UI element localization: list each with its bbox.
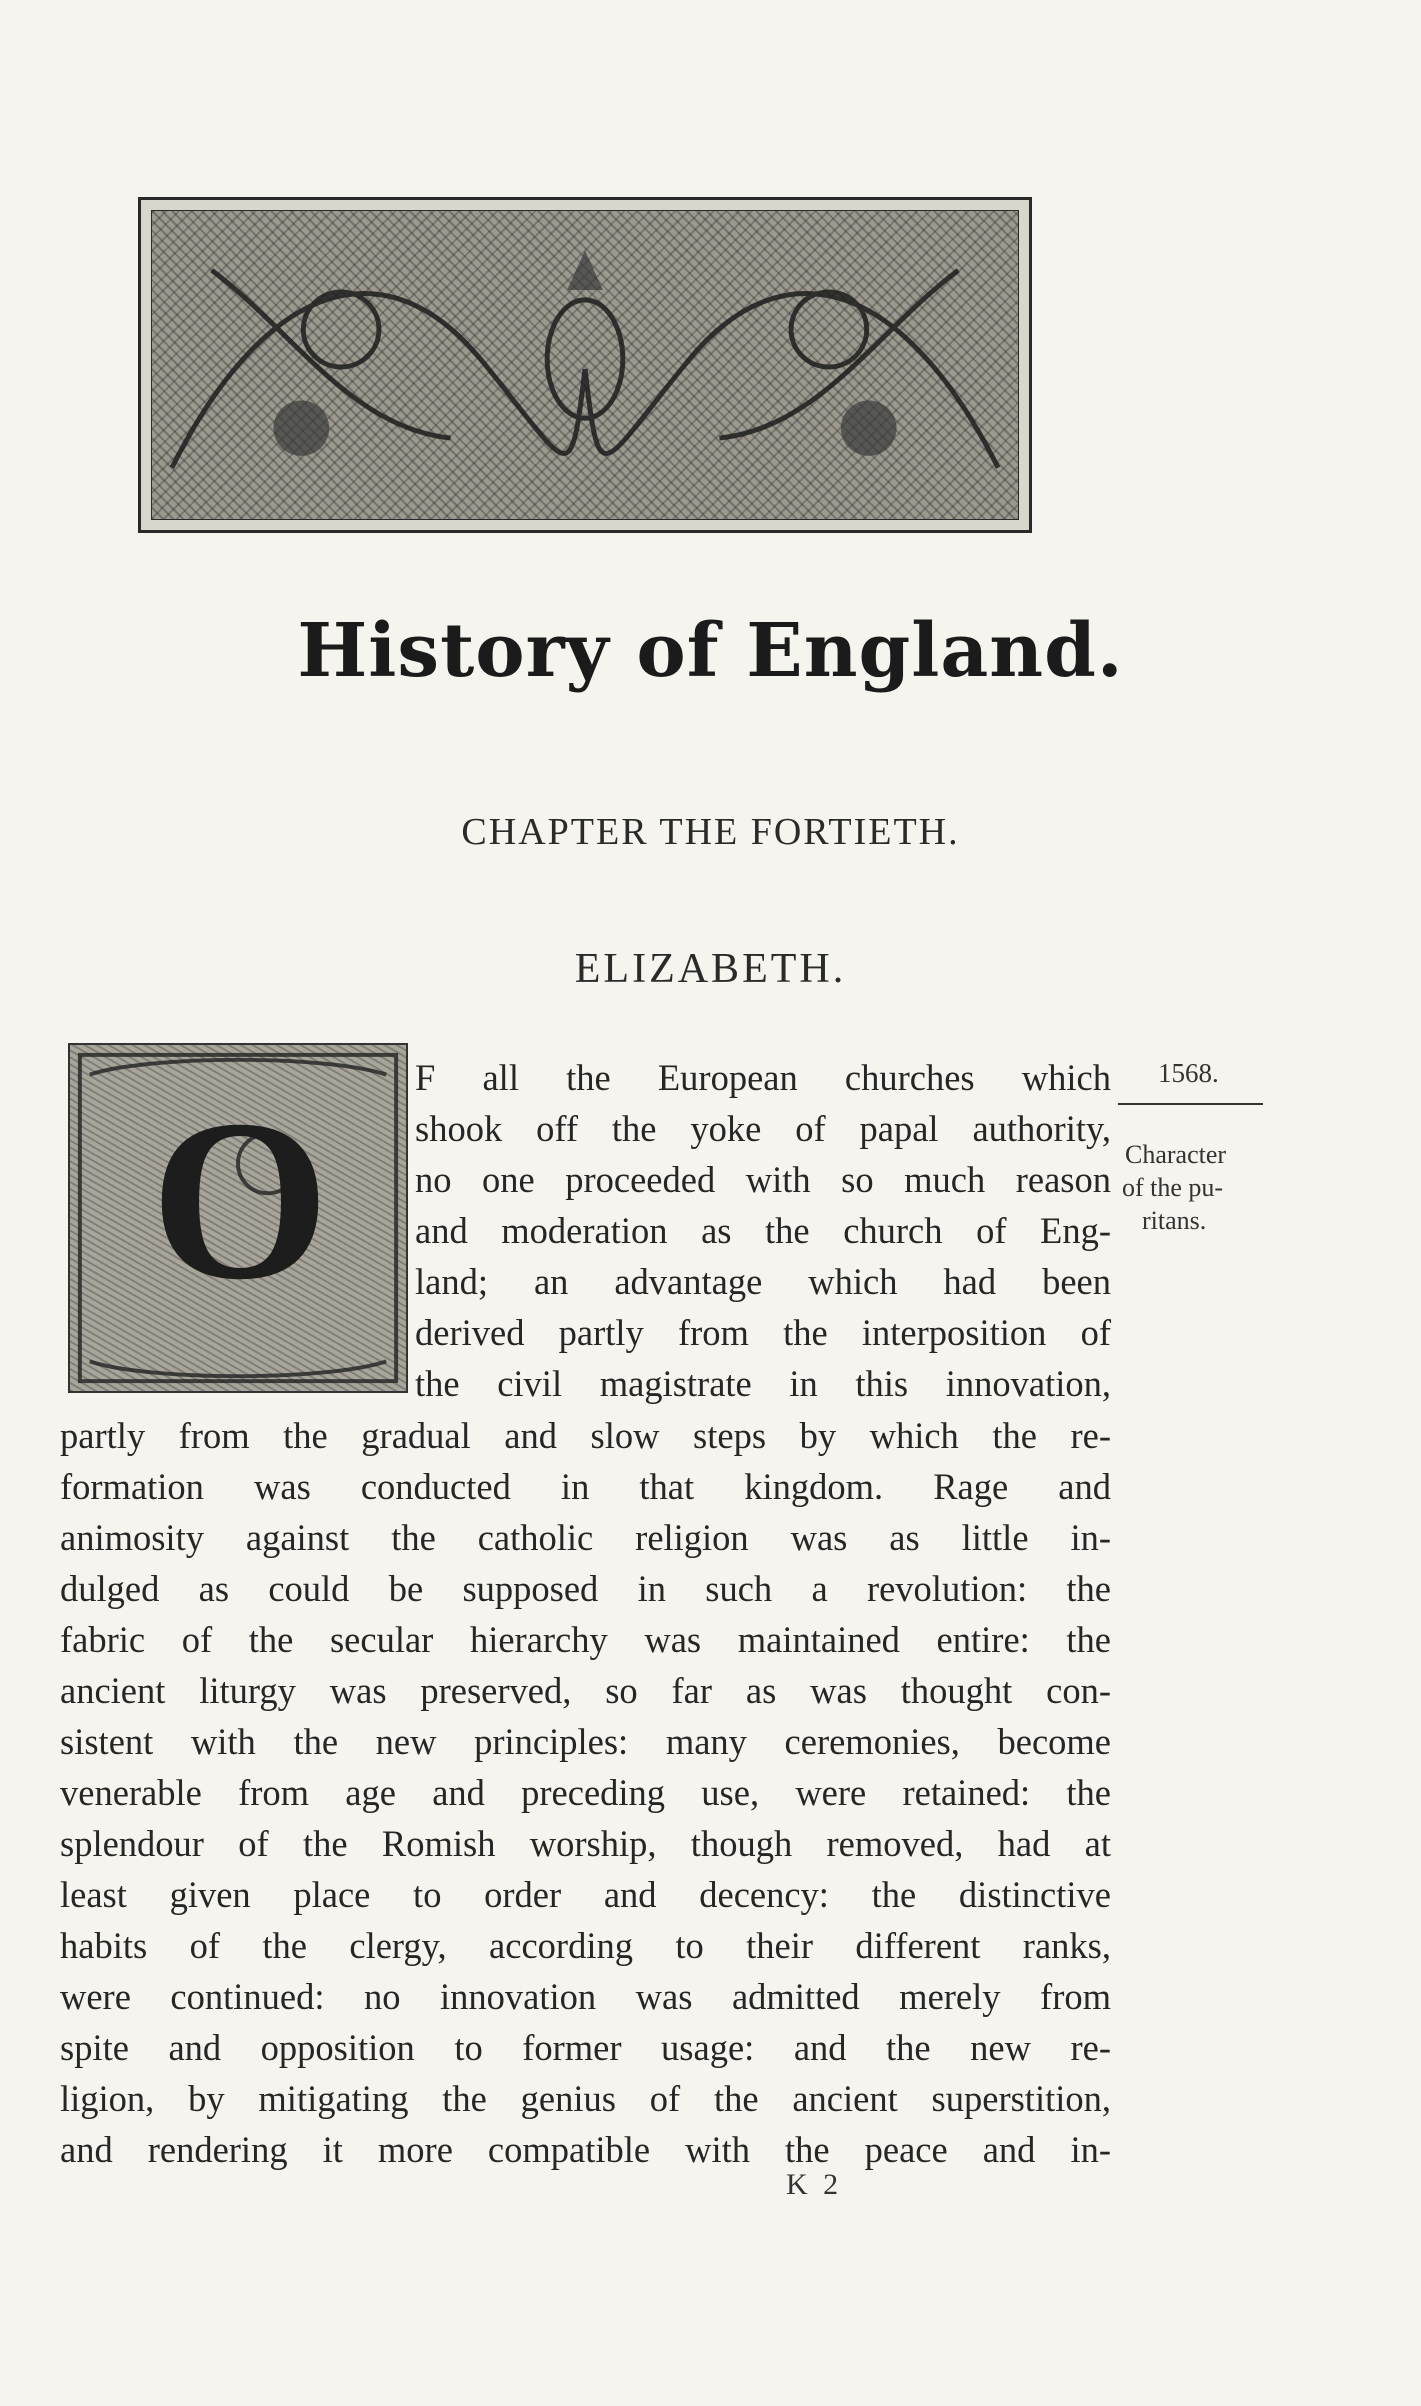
margin-year: 1568.	[1158, 1058, 1219, 1088]
text-line: dulged as could be supposed in such a revolution: the	[60, 1568, 1111, 1609]
text-line: formation was conducted in that kingdom. Rage and	[60, 1466, 1111, 1507]
text-line: splendour of the Romish worship, though removed, had at	[60, 1823, 1111, 1864]
text-line: and moderation as the church of Eng-	[415, 1210, 1111, 1251]
ornamental-headpiece	[138, 197, 1032, 533]
text-line: sistent with the new principles: many ceremonies, become	[60, 1721, 1111, 1762]
page-signature: K 2	[786, 2168, 843, 2201]
drop-cap-ornament	[68, 1043, 408, 1393]
headpiece-engraving	[151, 210, 1019, 520]
text-line: least given place to order and decency: the distinctive	[60, 1874, 1111, 1915]
drop-cap-letter: O	[150, 1072, 330, 1327]
text-line: spite and opposition to former usage: and the new re-	[60, 2027, 1111, 2068]
text-line: venerable from age and preceding use, were retained: the	[60, 1772, 1111, 1813]
margin-note-line: of the pu-	[1122, 1173, 1224, 1202]
text-line: fabric of the secular hierarchy was maintained entire: the	[60, 1619, 1111, 1660]
text-line: habits of the clergy, according to their different ranks,	[60, 1925, 1111, 1966]
text-line: ancient liturgy was preserved, so far as was thought con-	[60, 1670, 1111, 1711]
text-line: were continued: no innovation was admitted merely from	[60, 1976, 1111, 2017]
text-line: ligion, by mitigating the genius of the ancient superstition,	[60, 2078, 1111, 2119]
chapter-title: CHAPTER THE FORTIETH.	[461, 811, 960, 853]
text-line: shook off the yoke of papal authority,	[415, 1108, 1111, 1149]
text-line: the civil magistrate in this innovation,	[415, 1363, 1111, 1404]
text-line: F all the European churches which	[415, 1057, 1111, 1098]
text-line: no one proceeded with so much reason	[415, 1159, 1111, 1200]
text-line: and rendering it more compatible with the peace and in-	[60, 2129, 1111, 2170]
reign-title: ELIZABETH.	[574, 946, 847, 992]
margin-note-line: ritans.	[1142, 1206, 1207, 1235]
book-title: History of England.	[297, 608, 1124, 694]
text-line: partly from the gradual and slow steps by which the re-	[60, 1415, 1111, 1456]
margin-note-line: Character	[1125, 1140, 1227, 1169]
headpiece-foliage-icon	[152, 211, 1018, 519]
text-line: animosity against the catholic religion was as little in-	[60, 1517, 1111, 1558]
margin-rule	[1118, 1103, 1263, 1105]
text-line: derived partly from the interposition of	[415, 1312, 1111, 1353]
text-line: land; an advantage which had been	[415, 1261, 1111, 1302]
